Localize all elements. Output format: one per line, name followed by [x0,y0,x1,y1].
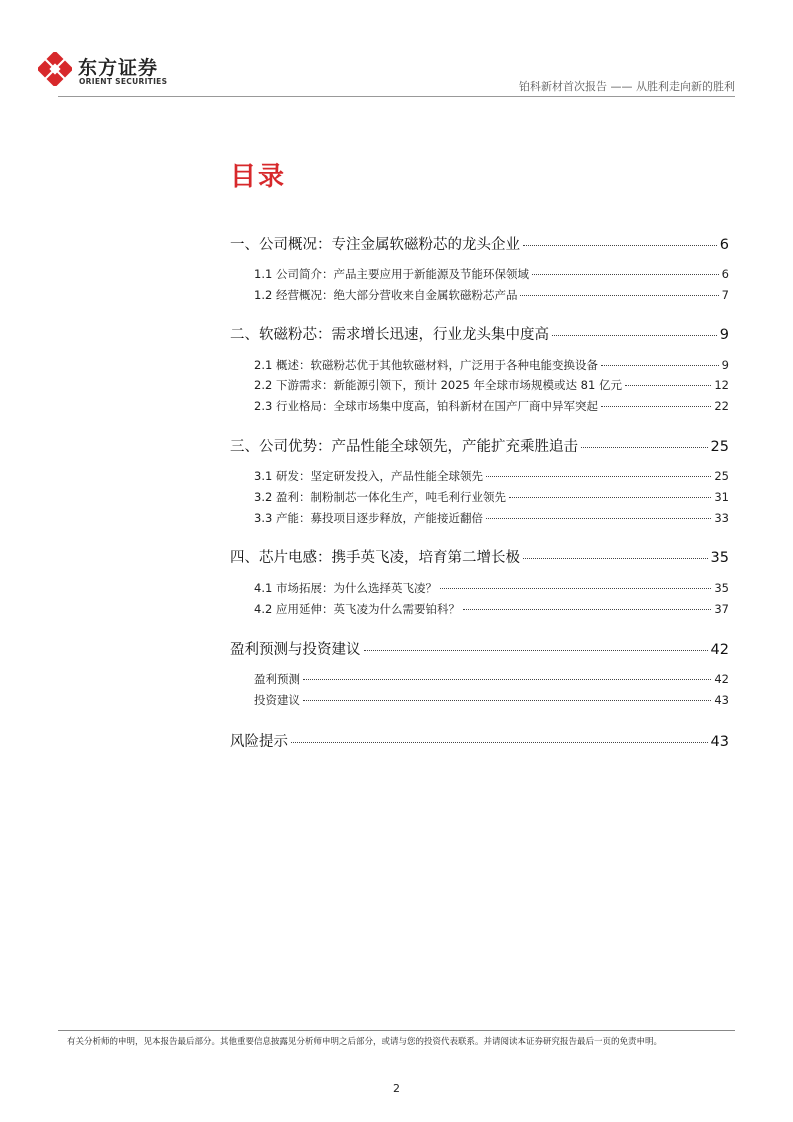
toc-entry-page: 12 [714,378,729,392]
header-divider [58,96,735,97]
toc-entry-page: 42 [714,672,729,686]
logo-mark-icon [38,52,72,86]
toc-entry-title: 3.3 产能：募投项目逐步释放，产能接近翻倍 [254,511,483,525]
toc-entry-page: 35 [710,550,729,566]
toc-leader-dots [303,679,711,680]
toc-subsection-2-1[interactable] [230,357,729,373]
toc-entry-page: 25 [714,469,729,483]
toc-entry-page: 7 [721,288,729,302]
toc-entry-title: 盈利预测与投资建议 [230,642,361,658]
toc-leader-dots [601,406,711,407]
toc-entry-title: 盈利预测 [254,672,300,686]
toc-entry-page: 35 [714,581,729,595]
toc-entry-title: 2.3 行业格局：全球市场集中度高，铂科新材在国产厂商中异军突起 [254,399,598,413]
toc-leader-dots [520,295,718,296]
toc-leader-dots [440,588,711,589]
toc-entry-title: 1.2 经营概况：绝大部分营收来自金属软磁粉芯产品 [254,288,518,302]
toc-entry-title: 1.1 公司简介：产品主要应用于新能源及节能环保领域 [254,267,529,281]
toc-entry-title: 2.2 下游需求：新能源引领下，预计 2025 年全球市场规模或达 81 亿元 [254,378,622,392]
toc-entry-title: 一、公司概况：专注金属软磁粉芯的龙头企业 [230,237,520,253]
toc-entry-page: 9 [721,358,729,372]
toc-leader-dots [581,447,708,448]
toc-entry-page: 31 [714,490,729,504]
toc-title: 目录 [230,162,287,192]
toc-leader-dots [552,335,717,336]
toc-entry-page: 33 [714,511,729,525]
toc-entry-title: 三、公司优势：产品性能全球领先，产能扩充乘胜追击 [230,439,578,455]
toc-entry-page: 42 [710,642,729,658]
toc-section-2[interactable] [230,323,729,344]
toc-entry-page: 6 [719,237,729,253]
toc-entry-title: 投资建议 [254,693,300,707]
toc-subsection-1-2[interactable] [230,287,729,303]
toc-subsection-profit-forecast[interactable] [230,671,729,687]
logo-english-name: ORIENT SECURITIES [79,77,168,86]
toc-leader-dots [523,558,708,559]
report-title: 铂科新材首次报告 —— 从胜利走向新的胜利 [519,80,735,93]
page-number: 2 [393,1082,400,1095]
toc-leader-dots [509,497,711,498]
toc-subsection-3-1[interactable] [230,468,729,484]
toc-subsection-3-3[interactable] [230,510,729,526]
toc-leader-dots [532,274,719,275]
toc-subsection-4-2[interactable] [230,601,729,617]
toc-entry-page: 22 [714,399,729,413]
toc-entry-title: 二、软磁粉芯：需求增长迅速，行业龙头集中度高 [230,327,549,343]
toc-leader-dots [303,700,711,701]
toc-section-3[interactable] [230,435,729,456]
toc-leader-dots [625,385,711,386]
toc-section-4[interactable] [230,546,729,567]
toc-section-1[interactable] [230,233,729,254]
toc-subsection-2-3[interactable] [230,398,729,414]
toc-subsection-3-2[interactable] [230,489,729,505]
toc-leader-dots [601,365,719,366]
toc-section-risk[interactable] [230,730,729,751]
logo-chinese-name: 东方证券 [78,57,159,79]
toc-entry-title: 2.1 概述：软磁粉芯优于其他软磁材料，广泛用于各种电能变换设备 [254,358,598,372]
toc-entry-page: 43 [714,693,729,707]
toc-entry-title: 风险提示 [230,734,288,750]
disclaimer-note: 有关分析师的申明，见本报告最后部分。其他重要信息披露见分析师申明之后部分，或请与您的投资代表联系。并请阅读本证券研究报告最后一页的免责申明。 [67,1037,663,1047]
toc-entry-title: 4.2 应用延伸：英飞凌为什么需要铂科？ [254,602,460,616]
toc-entry-page: 43 [710,734,729,750]
toc-subsection-1-1[interactable] [230,266,729,282]
toc-leader-dots [486,518,711,519]
toc-entry-title: 3.2 盈利：制粉制芯一体化生产，吨毛利行业领先 [254,490,506,504]
toc-leader-dots [291,742,708,743]
toc-subsection-4-1[interactable] [230,580,729,596]
toc-entry-title: 3.1 研发：坚定研发投入，产品性能全球领先 [254,469,483,483]
toc-entry-page: 25 [710,439,729,455]
toc-subsection-investment-advice[interactable] [230,692,729,708]
toc-leader-dots [486,476,711,477]
toc-entry-title: 4.1 市场拓展：为什么选择英飞凌？ [254,581,437,595]
toc-entry-title: 四、芯片电感：携手英飞凌，培育第二增长极 [230,550,520,566]
toc-entry-page: 6 [721,267,729,281]
toc-entry-page: 37 [714,602,729,616]
toc-section-forecast[interactable] [230,638,729,659]
toc-subsection-2-2[interactable] [230,377,729,393]
toc-leader-dots [463,609,711,610]
toc-leader-dots [523,245,717,246]
toc-leader-dots [364,650,708,651]
toc-entry-page: 9 [719,327,729,343]
footer-divider [58,1030,735,1031]
